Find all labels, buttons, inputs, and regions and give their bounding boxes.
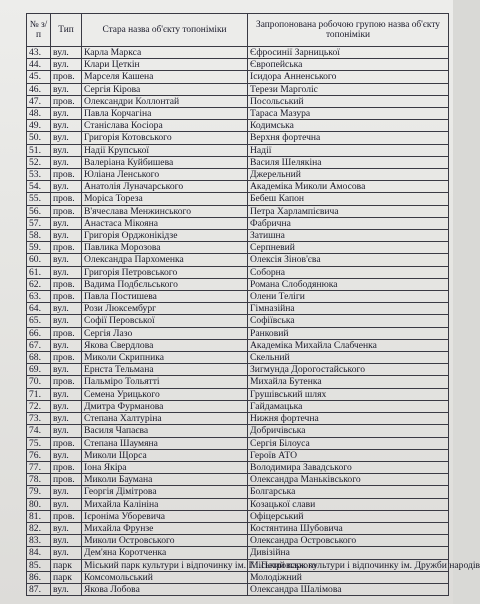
row-old-name: Якова Свердлова <box>82 339 248 351</box>
row-new-name: Василя Шелякіна <box>248 156 449 168</box>
row-new-name: Академіка Миколи Амосова <box>248 181 449 193</box>
row-old-name: Ієроніма Уборевича <box>82 510 248 522</box>
row-type: вул. <box>51 217 82 229</box>
row-old-name: Карла Маркса <box>82 47 248 59</box>
row-new-name: Джерельний <box>248 169 449 181</box>
row-number: 44. <box>27 59 51 71</box>
table-row <box>27 425 449 437</box>
row-number: 59. <box>27 242 51 254</box>
table-row <box>27 254 449 266</box>
row-new-name: Михайла Бутенка <box>248 376 449 388</box>
row-number: 46. <box>27 83 51 95</box>
table-row <box>27 352 449 364</box>
row-old-name: Дмитра Фурманова <box>82 400 248 412</box>
table-row <box>27 510 449 522</box>
row-type: парк <box>51 571 82 583</box>
row-new-name: Серпневий <box>248 242 449 254</box>
row-type: вул. <box>51 535 82 547</box>
row-number: 65. <box>27 315 51 327</box>
row-old-name: Павла Постишева <box>82 291 248 303</box>
row-number: 63. <box>27 291 51 303</box>
table-row <box>27 583 449 595</box>
row-type: вул. <box>51 498 82 510</box>
row-new-name: Фабрична <box>248 217 449 229</box>
row-number: 45. <box>27 71 51 83</box>
row-number: 56. <box>27 205 51 217</box>
row-new-name: Посольський <box>248 95 449 107</box>
row-old-name: Олександра Пархоменка <box>82 254 248 266</box>
row-type: вул. <box>51 522 82 534</box>
row-old-name: Сергія Кірова <box>82 83 248 95</box>
row-type: вул. <box>51 583 82 595</box>
row-old-name: В'ячеслава Менжинського <box>82 205 248 217</box>
table-row <box>27 437 449 449</box>
row-new-name: Софіївська <box>248 315 449 327</box>
row-number: 81. <box>27 510 51 522</box>
table-header-row <box>27 14 449 47</box>
row-old-name: Степана Халтуріна <box>82 413 248 425</box>
table-row <box>27 315 449 327</box>
row-old-name: Надії Крупської <box>82 144 248 156</box>
row-old-name: Станіслава Косіора <box>82 120 248 132</box>
row-new-name: Тараса Мазура <box>248 108 449 120</box>
row-new-name: Міський парк культури і відпочинку ім. Дружби народів <box>248 559 449 571</box>
row-type: пров. <box>51 510 82 522</box>
row-new-name: Гімназійна <box>248 303 449 315</box>
row-number: 70. <box>27 376 51 388</box>
table-row <box>27 461 449 473</box>
row-new-name: Олени Теліги <box>248 291 449 303</box>
row-number: 82. <box>27 522 51 534</box>
table-row <box>27 339 449 351</box>
row-old-name: Моріса Тореза <box>82 193 248 205</box>
table-row <box>27 291 449 303</box>
row-old-name: Рози Люксембург <box>82 303 248 315</box>
row-number: 54. <box>27 181 51 193</box>
row-old-name: Якова Лобова <box>82 583 248 595</box>
row-type: вул. <box>51 108 82 120</box>
row-type: пров. <box>51 71 82 83</box>
table-row <box>27 193 449 205</box>
table-row <box>27 486 449 498</box>
row-new-name: Олексія Зінов'єва <box>248 254 449 266</box>
row-type: вул. <box>51 449 82 461</box>
table-row <box>27 169 449 181</box>
table-row <box>27 376 449 388</box>
table-row <box>27 144 449 156</box>
table-row <box>27 327 449 339</box>
row-type: пров. <box>51 169 82 181</box>
table-row <box>27 217 449 229</box>
row-number: 49. <box>27 120 51 132</box>
row-type: пров. <box>51 474 82 486</box>
row-old-name: Миколи Баумана <box>82 474 248 486</box>
row-new-name: Козацької слави <box>248 498 449 510</box>
row-new-name: Олександра Островського <box>248 535 449 547</box>
row-number: 74. <box>27 425 51 437</box>
row-new-name: Нижня фортечна <box>248 413 449 425</box>
row-type: вул. <box>51 83 82 95</box>
row-old-name: Григорія Орджонікідзе <box>82 230 248 242</box>
row-number: 48. <box>27 108 51 120</box>
row-new-name: Володимира Завадського <box>248 461 449 473</box>
row-type: пров. <box>51 278 82 290</box>
row-number: 80. <box>27 498 51 510</box>
row-old-name: Михайла Фрунзе <box>82 522 248 534</box>
row-old-name: Михайла Калініна <box>82 498 248 510</box>
table-row <box>27 559 449 571</box>
table-row <box>27 120 449 132</box>
table-row <box>27 156 449 168</box>
header-new-name: Запропонована робочою групою назва об'єкту топоніміки <box>248 14 449 47</box>
row-type: вул. <box>51 388 82 400</box>
table-row <box>27 535 449 547</box>
table-row <box>27 400 449 412</box>
row-new-name: Європейська <box>248 59 449 71</box>
row-type: вул. <box>51 254 82 266</box>
row-old-name: Клари Цеткін <box>82 59 248 71</box>
row-number: 84. <box>27 547 51 559</box>
row-old-name: Павла Корчагіна <box>82 108 248 120</box>
row-new-name: Академіка Михайла Слабченка <box>248 339 449 351</box>
row-new-name: Скельний <box>248 352 449 364</box>
row-type: пров. <box>51 376 82 388</box>
row-new-name: Молодіжний <box>248 571 449 583</box>
row-number: 61. <box>27 266 51 278</box>
row-old-name: Василя Чапаєва <box>82 425 248 437</box>
header-number: № з/п <box>27 14 51 47</box>
row-new-name: Надії <box>248 144 449 156</box>
row-old-name: Ернста Тельмана <box>82 364 248 376</box>
row-number: 66. <box>27 327 51 339</box>
table-row <box>27 59 449 71</box>
row-type: вул. <box>51 132 82 144</box>
table-row <box>27 108 449 120</box>
table-row <box>27 547 449 559</box>
table-row <box>27 266 449 278</box>
row-type: вул. <box>51 181 82 193</box>
row-old-name: Анатолія Луначарського <box>82 181 248 193</box>
row-new-name: Героїв АТО <box>248 449 449 461</box>
row-new-name: Єфросинії Зарницької <box>248 47 449 59</box>
row-number: 71. <box>27 388 51 400</box>
table-row <box>27 522 449 534</box>
row-number: 57. <box>27 217 51 229</box>
row-old-name: Миколи Скрипника <box>82 352 248 364</box>
row-new-name: Соборна <box>248 266 449 278</box>
header-type: Тип <box>51 14 82 47</box>
table-row <box>27 498 449 510</box>
row-number: 67. <box>27 339 51 351</box>
row-type: вул. <box>51 339 82 351</box>
row-old-name: Вадима Подбєльського <box>82 278 248 290</box>
row-number: 47. <box>27 95 51 107</box>
table-row <box>27 242 449 254</box>
row-type: вул. <box>51 266 82 278</box>
row-number: 69. <box>27 364 51 376</box>
table-row <box>27 303 449 315</box>
row-new-name: Сергія Білоуса <box>248 437 449 449</box>
table-row <box>27 205 449 217</box>
row-new-name: Олександра Маньківського <box>248 474 449 486</box>
row-new-name: Офіцерський <box>248 510 449 522</box>
row-type: вул. <box>51 156 82 168</box>
row-old-name: Миколи Щорса <box>82 449 248 461</box>
row-new-name: Романа Слободянюка <box>248 278 449 290</box>
table-row <box>27 95 449 107</box>
row-number: 62. <box>27 278 51 290</box>
row-number: 58. <box>27 230 51 242</box>
row-number: 52. <box>27 156 51 168</box>
row-new-name: Олександра Шалімова <box>248 583 449 595</box>
row-old-name: Пальміро Тольятті <box>82 376 248 388</box>
row-new-name: Костянтина Шубовича <box>248 522 449 534</box>
row-type: вул. <box>51 47 82 59</box>
row-type: вул. <box>51 413 82 425</box>
table-row <box>27 47 449 59</box>
table-row <box>27 474 449 486</box>
row-new-name: Добричівська <box>248 425 449 437</box>
row-type: пров. <box>51 95 82 107</box>
row-type: пров. <box>51 205 82 217</box>
row-number: 77. <box>27 461 51 473</box>
toponym-table <box>26 13 480 596</box>
row-new-name: Болгарська <box>248 486 449 498</box>
table-row <box>27 364 449 376</box>
row-old-name: Дем'яна Коротченка <box>82 547 248 559</box>
table-row <box>27 181 449 193</box>
row-number: 51. <box>27 144 51 156</box>
row-number: 78. <box>27 474 51 486</box>
row-type: вул. <box>51 230 82 242</box>
row-old-name: Іона Якіра <box>82 461 248 473</box>
row-old-name: Міський парк культури і відпочинку ім. Г.І.Петровського <box>82 559 248 571</box>
row-type: вул. <box>51 59 82 71</box>
row-type: пров. <box>51 327 82 339</box>
row-old-name: Юліана Ленського <box>82 169 248 181</box>
row-type: пров. <box>51 437 82 449</box>
row-number: 60. <box>27 254 51 266</box>
row-type: вул. <box>51 400 82 412</box>
row-old-name: Софії Перовської <box>82 315 248 327</box>
row-number: 85. <box>27 559 51 571</box>
row-type: вул. <box>51 315 82 327</box>
row-new-name: Грушівський шлях <box>248 388 449 400</box>
row-new-name: Гайдамацька <box>248 400 449 412</box>
row-old-name: Семена Урицького <box>82 388 248 400</box>
table-row <box>27 230 449 242</box>
row-old-name: Павлика Морозова <box>82 242 248 254</box>
row-number: 75. <box>27 437 51 449</box>
row-new-name: Ісидора Анненського <box>248 71 449 83</box>
row-old-name: Олександри Коллонтай <box>82 95 248 107</box>
row-type: парк <box>51 559 82 571</box>
row-number: 72. <box>27 400 51 412</box>
row-new-name: Затишна <box>248 230 449 242</box>
table-row <box>27 571 449 583</box>
row-old-name: Григорія Котовського <box>82 132 248 144</box>
row-old-name: Валеріана Куйбишева <box>82 156 248 168</box>
row-old-name: Григорія Петровського <box>82 266 248 278</box>
row-type: вул. <box>51 120 82 132</box>
table-row <box>27 132 449 144</box>
table-row <box>27 449 449 461</box>
table-row <box>27 388 449 400</box>
row-type: вул. <box>51 144 82 156</box>
row-number: 50. <box>27 132 51 144</box>
row-new-name: Верхня фортечна <box>248 132 449 144</box>
row-number: 83. <box>27 535 51 547</box>
row-number: 55. <box>27 193 51 205</box>
row-number: 87. <box>27 583 51 595</box>
row-number: 68. <box>27 352 51 364</box>
row-type: пров. <box>51 461 82 473</box>
row-number: 86. <box>27 571 51 583</box>
row-new-name: Терези Марголіс <box>248 83 449 95</box>
row-new-name: Ранковий <box>248 327 449 339</box>
row-type: вул. <box>51 364 82 376</box>
table-body <box>27 47 480 596</box>
row-old-name: Георгія Дімітрова <box>82 486 248 498</box>
table-row <box>27 83 449 95</box>
row-new-name: Петра Харлампієвича <box>248 205 449 217</box>
row-new-name: Кодимська <box>248 120 449 132</box>
header-old-name: Стара назва об'єкту топоніміки <box>82 14 248 47</box>
row-number: 79. <box>27 486 51 498</box>
row-old-name: Анастаса Мікояна <box>82 217 248 229</box>
row-number: 53. <box>27 169 51 181</box>
row-old-name: Миколи Островського <box>82 535 248 547</box>
row-type: пров. <box>51 242 82 254</box>
row-type: вул. <box>51 425 82 437</box>
row-type: пров. <box>51 291 82 303</box>
row-number: 64. <box>27 303 51 315</box>
row-type: пров. <box>51 193 82 205</box>
row-old-name: Сергія Лазо <box>82 327 248 339</box>
row-new-name: Зигмунда Дорогостайського <box>248 364 449 376</box>
row-type: пров. <box>51 352 82 364</box>
row-old-name: Степана Шаумяна <box>82 437 248 449</box>
row-type: вул. <box>51 547 82 559</box>
row-old-name: Комсомольський <box>82 571 248 583</box>
row-new-name: Дивізійна <box>248 547 449 559</box>
row-number: 76. <box>27 449 51 461</box>
row-number: 43. <box>27 47 51 59</box>
table-row <box>27 278 449 290</box>
row-old-name: Марселя Кашена <box>82 71 248 83</box>
row-new-name: Бебеш Капон <box>248 193 449 205</box>
table-row <box>27 413 449 425</box>
row-number: 73. <box>27 413 51 425</box>
table-row <box>27 71 449 83</box>
row-type: вул. <box>51 303 82 315</box>
row-type: вул. <box>51 486 82 498</box>
